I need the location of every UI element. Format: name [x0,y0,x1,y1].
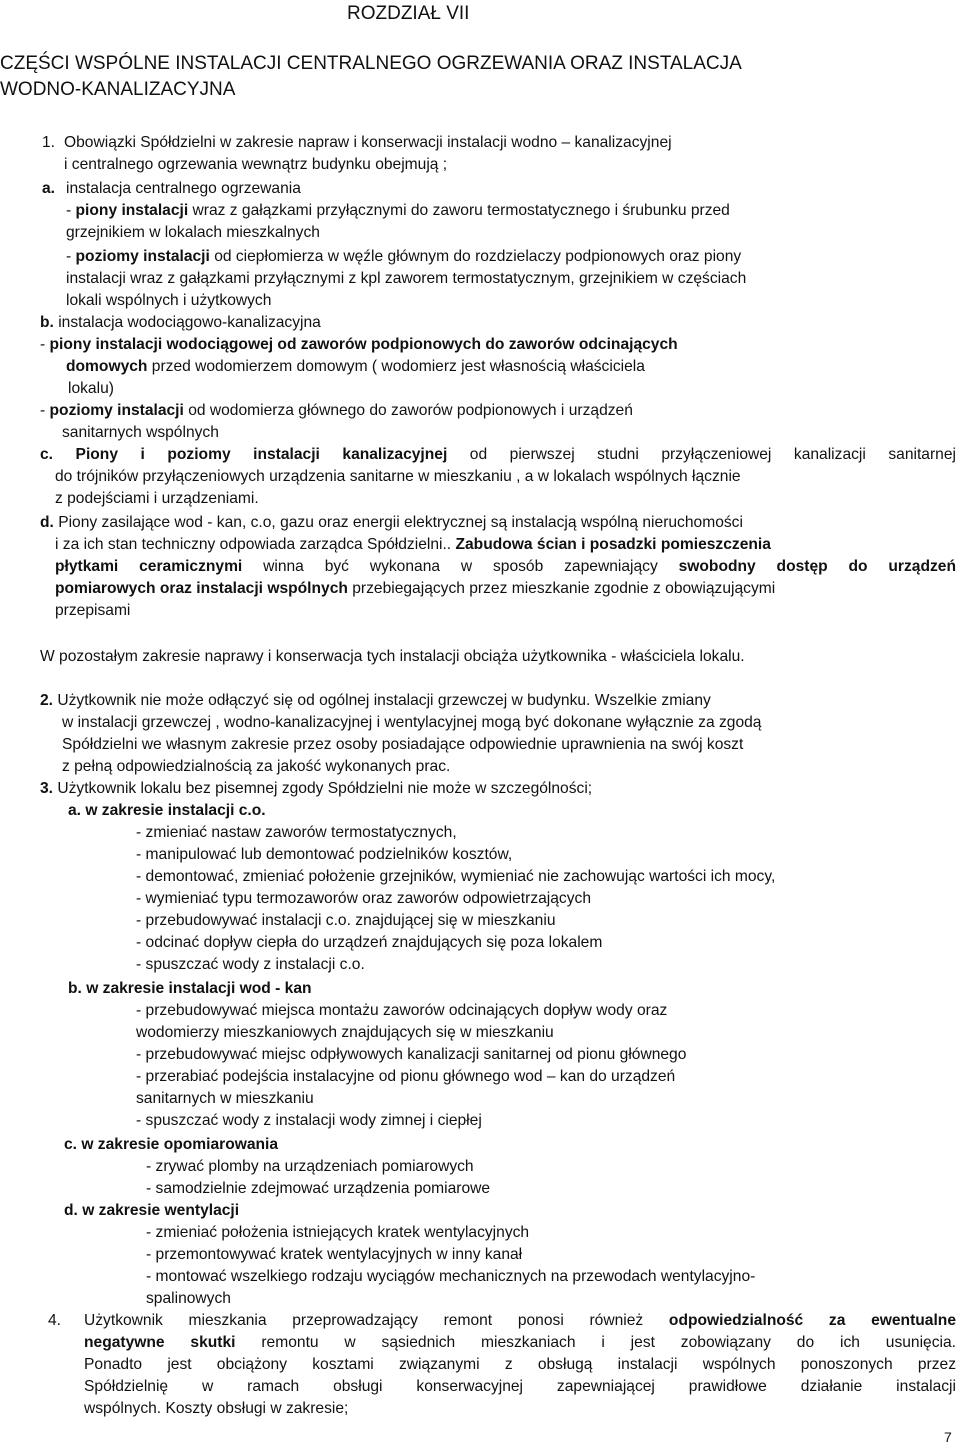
bold-text: negatywne skutki [84,1334,236,1351]
s1-d-line-2 [55,534,771,556]
s4-line-1 [84,1310,956,1332]
s1-b-letter: b. [40,314,54,331]
bold-text: swobodny dostęp do urządzeń [678,558,956,575]
s1-c-line-1 [40,444,956,466]
text: od pierwszej studni przyłączeniowej kanalizacji sanitarnej [447,446,956,463]
s3-d-item: - zmieniać położenia istniejących kratek wentylacyjnych [146,1224,530,1241]
s3-d-heading [64,1200,239,1222]
bold-text: a. w zakresie instalacji c.o. [68,802,266,819]
bold-text: d. w zakresie wentylacji [64,1202,240,1219]
s1-a-item-2 [66,246,741,268]
s4-line-3: Ponadto jest obciążony kosztami związanymi z obsługą instalacji wspólnych ponoszonych przez [84,1356,956,1373]
page-number: 7 [944,1429,952,1445]
text: od wodomierza głównego do zaworów podpionowych i urządzeń [183,402,633,419]
s1-line-2: i centralnego ogrzewania wewnątrz budynku obejmują ; [64,156,448,173]
s3-b-item: sanitarnych w mieszkaniu [136,1090,314,1107]
bold-text: Zabudowa ścian i posadzki pomieszczenia [451,536,771,553]
s3-a-heading [68,800,266,822]
bold-text: pomiarowych oraz instalacji wspólnych [55,580,348,597]
s1-a-item-2-cont-2: lokali wspólnych i użytkowych [66,292,272,309]
s3-c-heading [64,1134,278,1156]
s3-d-item: spalinowych [146,1290,231,1307]
s1-b-item-1-cont-1 [66,356,645,378]
s1-b-item-2 [40,400,633,422]
s2-line-2: w instalacji grzewczej , wodno-kanalizacyjnej i wentylacyjnej mogą być dokonane wyłącznie za zgodą [62,714,762,731]
text: remontu w sąsiednich mieszkaniach i jest zobowiązany do ich usunięcia. [235,1334,956,1351]
s1-d-line-3 [55,556,956,578]
bold-text: c. w zakresie opomiarowania [64,1136,279,1153]
s2-line-1 [40,690,711,712]
s1-d-line-1 [40,512,743,534]
text: wraz z gałązkami przyłącznymi do zaworu termostatycznego i śrubunku przed [188,202,730,219]
s3-d-item: - przemontowywać kratek wentylacyjnych w inny kanał [146,1246,523,1263]
s3-b-item: wodomierzy mieszkaniowych znajdujących się w mieszkaniu [136,1024,554,1041]
s1-a-item-2-cont-1: instalacji wraz z gałązkami przyłącznymi z kpl zaworem termostatycznym, grzejnikiem w częściach [66,270,747,287]
s2-line-4: z pełną odpowiedzialnością za jakość wykonanych prac. [62,758,451,775]
dash: - [40,402,50,419]
text: od ciepłomierza w węźle głównym do rozdzielaczy podpionowych oraz piony [209,248,742,265]
s1-a-item-1 [66,200,730,222]
section-title-line-2: WODNO-KANALIZACYJNA [0,79,236,100]
s1-c-letter: c. [40,446,54,463]
text: przed wodomierzem domowym ( wodomierz jest własnością właściciela [147,358,645,375]
s2-line-3: Spółdzielni we własnym zakresie przez osoby posiadające odpowiednie uprawnienia na swój koszt [62,736,744,753]
s2-number: 2. [40,692,54,709]
text: Użytkownik mieszkania przeprowadzający remont ponosi również [84,1312,669,1329]
dash: - [66,248,76,265]
s3-c-item: - samodzielnie zdejmować urządzenia pomiarowe [146,1180,491,1197]
dash: - [40,336,50,353]
s4-line-2 [84,1332,956,1354]
s4-line-4: Spółdzielnię w ramach obsługi konserwacyjnej zapewniającej prawidłowe działanie instalacji [84,1378,956,1395]
text: i za ich stan techniczny odpowiada zarządca Spółdzielni.. [55,536,452,553]
s3-b-item: - przerabiać podejścia instalacyjne od pionu głównego wod – kan do urządzeń [136,1068,676,1085]
text: Piony zasilające wod - kan, c.o, gazu oraz energii elektrycznej są instalacją wspólną nieruchomości [53,514,743,531]
s1-b-item-1-cont-2: lokalu) [68,380,114,397]
s1-b-line [40,312,321,334]
s1-d-letter: d. [40,514,54,531]
s3-c-item: - zrywać plomby na urządzeniach pomiarowych [146,1158,474,1175]
s3-a-item: - przebudowywać instalacji c.o. znajdującej się w mieszkaniu [136,912,556,929]
s1-a-title: instalacja centralnego ogrzewania [66,180,301,197]
s3-a-item: - odcinać dopływ ciepła do urządzeń znajdujących się poza lokalem [136,934,603,951]
bold-text: piony instalacji wodociągowej od zaworów podpionowych do zaworów odcinających [49,336,678,353]
s3-a-item: - manipulować lub demontować podzielników kosztów, [136,846,513,863]
s3-a-item: - zmieniać nastaw zaworów termostatycznych, [136,824,457,841]
s3-number: 3. [40,780,54,797]
bold-text: piony instalacji [75,202,189,219]
s3-line-1 [40,778,592,800]
s4-number: 4. [48,1312,62,1329]
bold-text: domowych [66,358,148,375]
s1-b-title: instalacja wodociągowo-kanalizacyjna [53,314,321,331]
remaining-scope-paragraph: W pozostałym zakresie naprawy i konserwacja tych instalacji obciąża użytkownika - właściciela lokalu. [40,648,745,665]
text: Użytkownik nie może odłączyć się od ogólnej instalacji grzewczej w budynku. Wszelkie zmiany [53,692,711,709]
s1-c-line-2: do trójników przyłączeniowych urządzenia sanitarne w mieszkaniu , a w lokalach wspólnych łącznie [55,468,741,485]
bold-text: poziomy instalacji [75,248,210,265]
dash: - [66,202,76,219]
s1-b-item-1 [40,334,678,356]
text: Użytkownik lokalu bez pisemnej zgody Spółdzielni nie może w szczególności; [53,780,593,797]
s1-b-item-2-cont: sanitarnych wspólnych [62,424,219,441]
s3-b-item: - przebudowywać miejsc odpływowych kanalizacji sanitarnej od pionu głównego [136,1046,687,1063]
bold-text: płytkami ceramicznymi [55,558,243,575]
s1-a-letter: a. [42,180,56,197]
s3-b-item: - przebudowywać miejsca montażu zaworów odcinających dopływ wody oraz [136,1002,668,1019]
s3-d-item: - montować wszelkiego rodzaju wyciągów mechanicznych na przewodach wentylacyjno- [146,1268,756,1285]
bold-text: poziomy instalacji [49,402,184,419]
s1-c-line-3: z podejściami i urządzeniami. [55,490,259,507]
chapter-heading: ROZDZIAŁ VII [347,3,470,24]
s3-b-heading [68,978,312,1000]
text: winna być wykonana w sposób zapewniający [242,558,679,575]
bold-text: odpowiedzialność za ewentualne [668,1312,956,1329]
bold-text: Piony i poziomy instalacji kanalizacyjnej [53,446,448,463]
bold-text: b. w zakresie instalacji wod - kan [68,980,312,997]
s4-line-5: wspólnych. Koszty obsługi w zakresie; [84,1400,349,1417]
s3-b-item: - spuszczać wody z instalacji wody zimnej i ciepłej [136,1112,482,1129]
s1-d-line-4 [55,578,775,600]
s3-a-item: - demontować, zmieniać położenie grzejników, wymieniać nie zachowując wartości ich mocy, [136,868,776,885]
s1-a-label [42,178,55,200]
s1-line-1: Obowiązki Spółdzielni w zakresie napraw i konserwacji instalacji wodno – kanalizacyjnej [64,134,672,151]
text: przebiegających przez mieszkanie zgodnie z obowiązującymi [347,580,776,597]
section-title-line-1: CZĘŚCI WSPÓLNE INSTALACJI CENTRALNEGO OGRZEWANIA ORAZ INSTALACJA [0,53,742,74]
s1-d-line-5: przepisami [55,602,131,619]
s1-number: 1. [42,134,56,151]
s1-a-item-1-cont: grzejnikiem w lokalach mieszkalnych [66,224,320,241]
s3-a-item: - spuszczać wody z instalacji c.o. [136,956,365,973]
s3-a-item: - wymieniać typu termozaworów oraz zaworów odpowietrzających [136,890,591,907]
